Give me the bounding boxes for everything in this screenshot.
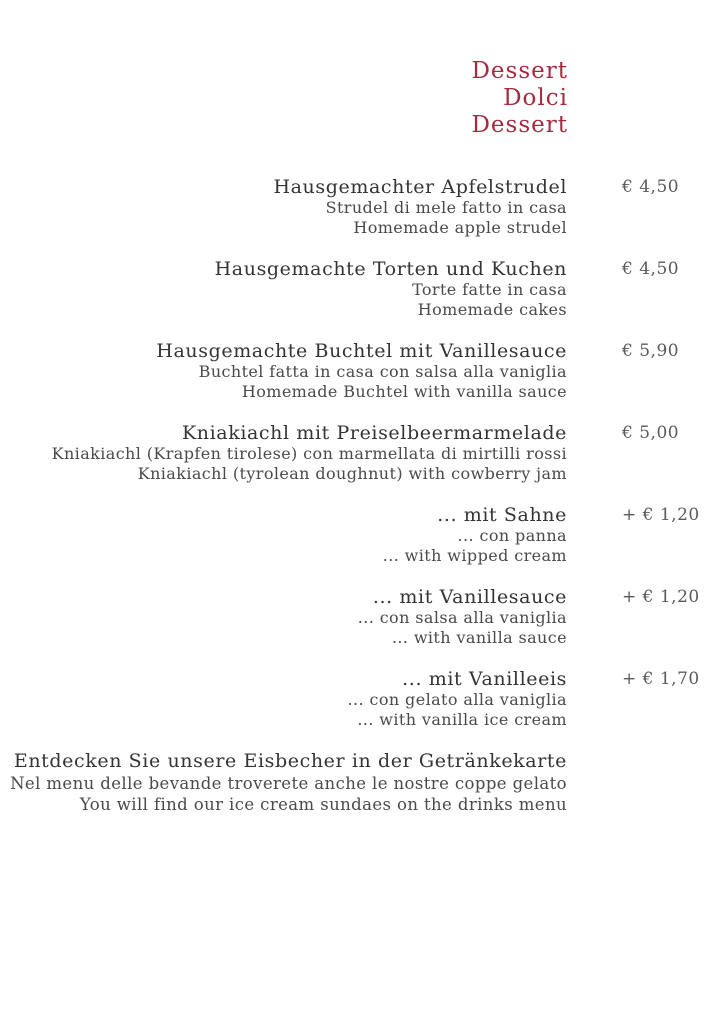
- item-italian: ... con gelato alla vaniglia: [347, 690, 567, 709]
- item-english: Homemade Buchtel with vanilla sauce: [241, 382, 567, 401]
- item-price: € 5,00: [622, 423, 680, 443]
- ice-cream-note: [0, 750, 567, 815]
- menu-item-list: [0, 176, 724, 815]
- menu-item-extra-sahne: [0, 504, 724, 566]
- item-english: Homemade cakes: [417, 300, 567, 319]
- menu-item-buchtel: [0, 340, 724, 402]
- menu-title-italian: Dolci: [503, 85, 568, 111]
- item-name: ... mit Vanilleeis: [402, 668, 567, 690]
- menu-item-apfelstrudel: [0, 176, 724, 238]
- menu-item-kniakiachl: [0, 422, 724, 484]
- item-italian: Strudel di mele fatto in casa: [325, 198, 567, 217]
- item-italian: ... con salsa alla vaniglia: [357, 608, 567, 627]
- menu-title-english: Dessert: [471, 112, 568, 138]
- item-name: Hausgemachter Apfelstrudel: [273, 176, 567, 198]
- item-price: € 4,50: [622, 259, 680, 279]
- note-german: Entdecken Sie unsere Eisbecher in der Getränkekarte: [13, 750, 567, 772]
- item-italian: Buchtel fatta in casa con salsa alla vaniglia: [198, 362, 567, 381]
- item-italian: Torte fatte in casa: [412, 280, 567, 299]
- item-name: Hausgemachte Torten und Kuchen: [214, 258, 567, 280]
- item-name: ... mit Vanillesauce: [372, 586, 567, 608]
- item-name: Kniakiachl mit Preiselbeermarmelade: [181, 422, 567, 444]
- item-english: Homemade apple strudel: [353, 218, 567, 237]
- menu-title-german: Dessert: [471, 58, 568, 84]
- item-name: ... mit Sahne: [437, 504, 567, 526]
- item-price: + € 1,20: [622, 505, 700, 525]
- item-english: Kniakiachl (tyrolean doughnut) with cowberry jam: [137, 464, 567, 483]
- item-price: € 5,90: [622, 341, 680, 361]
- note-english: You will find our ice cream sundaes on the drinks menu: [79, 795, 567, 814]
- item-name: Hausgemachte Buchtel mit Vanillesauce: [156, 340, 567, 362]
- note-italian: Nel menu delle bevande troverete anche le nostre coppe gelato: [10, 774, 567, 793]
- item-english: ... with wipped cream: [382, 546, 567, 565]
- item-italian: ... con panna: [457, 526, 567, 545]
- item-english: ... with vanilla sauce: [391, 628, 567, 647]
- item-price: € 4,50: [622, 177, 680, 197]
- menu-item-torten-kuchen: [0, 258, 724, 320]
- item-price: + € 1,70: [622, 669, 700, 689]
- menu-title: [471, 58, 568, 139]
- menu-item-extra-vanilleeis: [0, 668, 724, 730]
- item-price: + € 1,20: [622, 587, 700, 607]
- item-english: ... with vanilla ice cream: [357, 710, 567, 729]
- item-italian: Kniakiachl (Krapfen tirolese) con marmellata di mirtilli rossi: [51, 444, 567, 463]
- menu-item-extra-vanillesauce: [0, 586, 724, 648]
